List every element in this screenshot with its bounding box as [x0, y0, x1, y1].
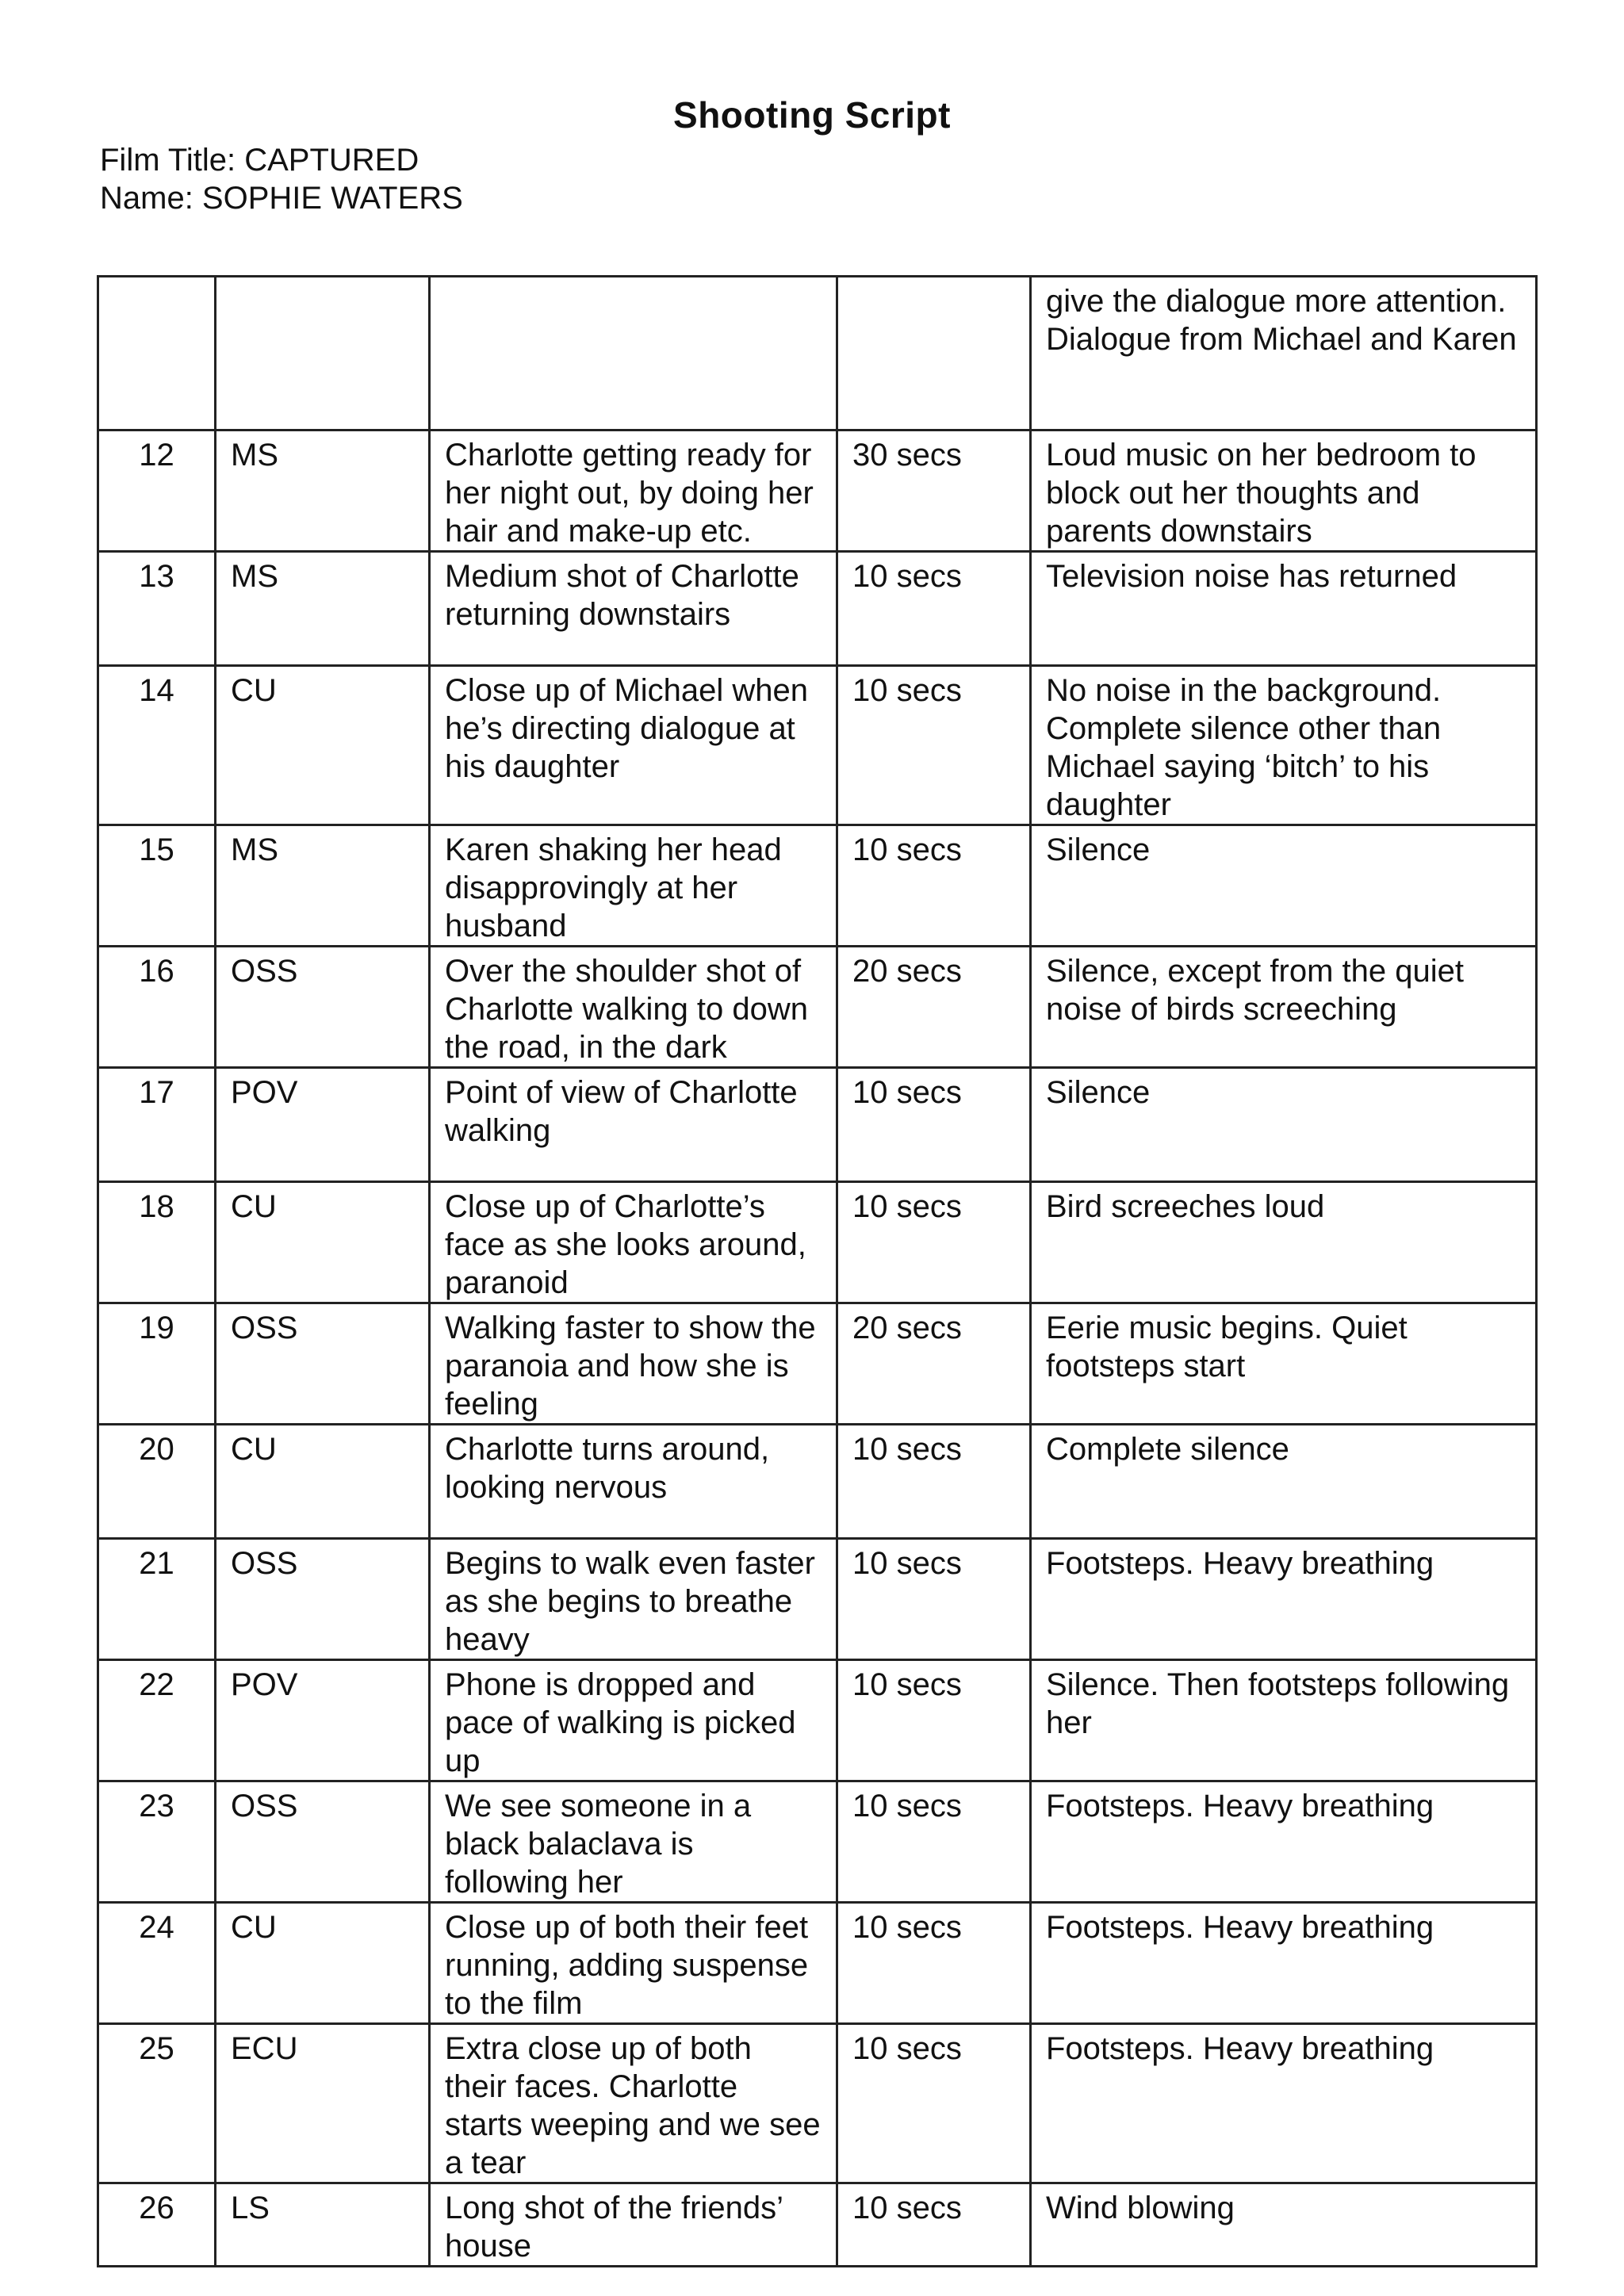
shot-sound: give the dialogue more attention. Dialogue from Michael and Karen: [1031, 277, 1537, 430]
shot-sound: Complete silence: [1031, 1425, 1537, 1539]
table-row: [98, 1425, 1537, 1539]
table-row: [98, 2183, 1537, 2267]
shot-description: We see someone in a black balaclava is following her: [430, 1781, 837, 1903]
shot-sound: Silence. Then footsteps following her: [1031, 1660, 1537, 1781]
shot-duration: 10 secs: [837, 2183, 1031, 2267]
shot-number: 16: [98, 947, 216, 1068]
shot-sound: Wind blowing: [1031, 2183, 1537, 2267]
table-row: [98, 1903, 1537, 2024]
shot-type: [216, 277, 430, 430]
author-name-line: Name: SOPHIE WATERS: [100, 181, 463, 216]
shot-sound: Eerie music begins. Quiet footsteps start: [1031, 1303, 1537, 1425]
shot-number: 24: [98, 1903, 216, 2024]
shot-duration: 10 secs: [837, 1539, 1031, 1660]
page-title: Shooting Script: [673, 94, 951, 136]
shot-duration: [837, 277, 1031, 430]
table-row: [98, 1781, 1537, 1903]
shot-description: Begins to walk even faster as she begins to breathe heavy: [430, 1539, 837, 1660]
shooting-script-table: [97, 275, 1538, 2267]
shot-number: 21: [98, 1539, 216, 1660]
shot-type: ECU: [216, 2024, 430, 2183]
table-row: [98, 1539, 1537, 1660]
table-row: [98, 825, 1537, 947]
shot-number: [98, 277, 216, 430]
shot-duration: 10 secs: [837, 1068, 1031, 1182]
shot-duration: 20 secs: [837, 947, 1031, 1068]
shot-number: 22: [98, 1660, 216, 1781]
shot-number: 13: [98, 552, 216, 666]
shot-number: 12: [98, 430, 216, 552]
shot-duration: 10 secs: [837, 2024, 1031, 2183]
shot-type: OSS: [216, 1781, 430, 1903]
shot-description: Over the shoulder shot of Charlotte walking to down the road, in the dark: [430, 947, 837, 1068]
shot-sound: No noise in the background. Complete silence other than Michael saying ‘bitch’ to his daughter: [1031, 666, 1537, 825]
shot-number: 20: [98, 1425, 216, 1539]
shot-number: 26: [98, 2183, 216, 2267]
shot-duration: 30 secs: [837, 430, 1031, 552]
shot-description: Extra close up of both their faces. Charlotte starts weeping and we see a tear: [430, 2024, 837, 2183]
shot-sound: Loud music on her bedroom to block out her thoughts and parents downstairs: [1031, 430, 1537, 552]
shot-sound: Footsteps. Heavy breathing: [1031, 1781, 1537, 1903]
shot-description: Medium shot of Charlotte returning downstairs: [430, 552, 837, 666]
shot-type: MS: [216, 552, 430, 666]
shot-number: 15: [98, 825, 216, 947]
shot-number: 18: [98, 1182, 216, 1303]
shot-description: Close up of both their feet running, adding suspense to the film: [430, 1903, 837, 2024]
shot-sound: Silence: [1031, 1068, 1537, 1182]
shot-type: CU: [216, 1182, 430, 1303]
shot-duration: 10 secs: [837, 1660, 1031, 1781]
shot-number: 23: [98, 1781, 216, 1903]
shot-sound: Television noise has returned: [1031, 552, 1537, 666]
shot-type: OSS: [216, 1303, 430, 1425]
shot-description: Phone is dropped and pace of walking is picked up: [430, 1660, 837, 1781]
shot-type: MS: [216, 825, 430, 947]
shot-sound: Bird screeches loud: [1031, 1182, 1537, 1303]
shot-description: Point of view of Charlotte walking: [430, 1068, 837, 1182]
shot-duration: 20 secs: [837, 1303, 1031, 1425]
table-row: [98, 430, 1537, 552]
shot-number: 25: [98, 2024, 216, 2183]
shot-description: [430, 277, 837, 430]
shot-description: Charlotte turns around, looking nervous: [430, 1425, 837, 1539]
shot-sound: Footsteps. Heavy breathing: [1031, 1903, 1537, 2024]
table-row: [98, 1068, 1537, 1182]
shot-duration: 10 secs: [837, 1182, 1031, 1303]
shot-type: CU: [216, 1903, 430, 2024]
document-meta: [100, 141, 463, 217]
table-row: [98, 1660, 1537, 1781]
shot-description: Walking faster to show the paranoia and how she is feeling: [430, 1303, 837, 1425]
shot-type: MS: [216, 430, 430, 552]
shot-sound: Footsteps. Heavy breathing: [1031, 2024, 1537, 2183]
shot-number: 14: [98, 666, 216, 825]
table-row: [98, 1182, 1537, 1303]
table-row: [98, 1303, 1537, 1425]
shot-type: OSS: [216, 947, 430, 1068]
shot-description: Close up of Michael when he’s directing dialogue at his daughter: [430, 666, 837, 825]
shot-type: OSS: [216, 1539, 430, 1660]
shot-description: Long shot of the friends’ house: [430, 2183, 837, 2267]
table-row: [98, 277, 1537, 430]
shot-number: 17: [98, 1068, 216, 1182]
shot-type: POV: [216, 1660, 430, 1781]
shot-type: CU: [216, 1425, 430, 1539]
shot-type: POV: [216, 1068, 430, 1182]
shot-sound: Silence, except from the quiet noise of birds screeching: [1031, 947, 1537, 1068]
shot-description: Close up of Charlotte’s face as she looks around, paranoid: [430, 1182, 837, 1303]
table-row: [98, 666, 1537, 825]
shot-sound: Footsteps. Heavy breathing: [1031, 1539, 1537, 1660]
shot-description: Charlotte getting ready for her night out, by doing her hair and make-up etc.: [430, 430, 837, 552]
shot-duration: 10 secs: [837, 1781, 1031, 1903]
table-row: [98, 2024, 1537, 2183]
shot-duration: 10 secs: [837, 552, 1031, 666]
shot-number: 19: [98, 1303, 216, 1425]
shot-description: Karen shaking her head disapprovingly at her husband: [430, 825, 837, 947]
shot-duration: 10 secs: [837, 825, 1031, 947]
table-row: [98, 552, 1537, 666]
shot-type: CU: [216, 666, 430, 825]
shot-duration: 10 secs: [837, 1425, 1031, 1539]
shot-type: LS: [216, 2183, 430, 2267]
film-title-line: Film Title: CAPTURED: [100, 143, 419, 178]
table-row: [98, 947, 1537, 1068]
shot-duration: 10 secs: [837, 1903, 1031, 2024]
shot-sound: Silence: [1031, 825, 1537, 947]
shot-duration: 10 secs: [837, 666, 1031, 825]
